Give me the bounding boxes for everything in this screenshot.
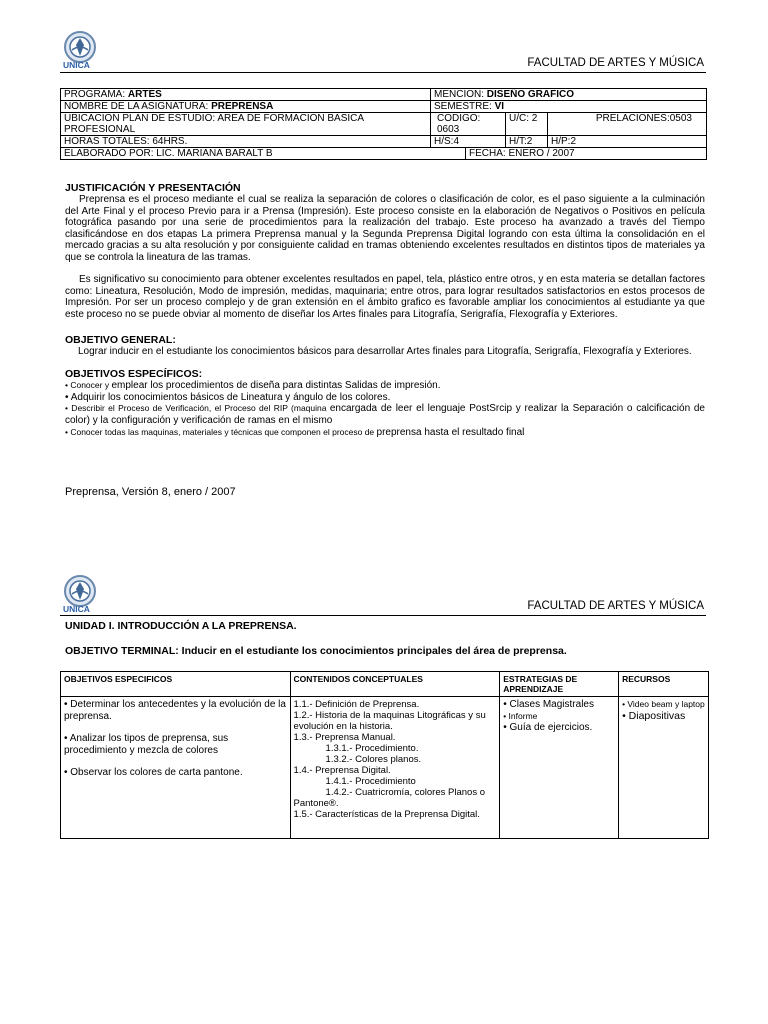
hp-cell: H/P:2 — [548, 136, 707, 148]
table-row — [61, 89, 707, 101]
unit-table — [60, 671, 709, 839]
esp3-rest: encargada de leer el lenguaje PostSrcip y realizar la Separación o calcificación de color) y la configuración y verificación de ramas en el mismo — [65, 403, 705, 426]
fecha-cell: FECHA: ENERO / 2007 — [466, 148, 707, 160]
elaborado-cell: ELABORADO POR: LIC. MARIANA BARALT B — [61, 148, 466, 160]
nombre-cell — [61, 101, 431, 113]
table-row — [61, 113, 707, 136]
list-item: • Diapositivas — [622, 709, 686, 722]
header-recursos: RECURSOS — [619, 672, 709, 697]
logo-text: UNICA — [63, 60, 90, 70]
objetivo-general-heading: OBJETIVO GENERAL: — [65, 334, 176, 346]
mencion-value: DISEÑO GRAFICO — [486, 89, 575, 100]
programa-label: PROGRAMA: — [64, 89, 128, 100]
table-row — [61, 148, 707, 160]
justificacion-paragraph-2: Es significativo su conocimiento para obtener excelentes resultados en papel, tela, plástico entre otros, y en esta materia se detallan factores como: Lineatura, Resolución, Modo de impresión, medidas, maquinaria; entre otros, para lograr resultados satisfactorios en estos procesos de Impresión. Por ser un proceso complejo y de gran extensión en el ámbito grafico es favorable ampliar los conocimientos al estudiante ya que este proceso no se puede obviar al momento de diseñar los Artes finales para Litografía, Serigrafía, Flexografía y Exteriores. — [65, 274, 705, 320]
mencion-label: MENCION: — [434, 89, 487, 100]
esp4-rest: preprensa hasta el resultado final — [376, 427, 525, 438]
programa-cell — [61, 89, 431, 101]
programa-value: ARTES — [127, 89, 162, 100]
objetivo-especifico-3 — [65, 403, 705, 426]
contenidos-cell — [290, 697, 500, 839]
esp4-start: • Conocer todas las maquinas, materiales y técnicas que componen el proceso de — [65, 427, 377, 437]
list-item: 1.3.2.- Colores planos. — [325, 754, 422, 765]
objetivo-general-text: Lograr inducir en el estudiante los conocimientos básicos para desarrollar Artes finales para Litografía, Serigrafía, Flexografía y Exteriores. — [78, 346, 692, 357]
mencion-cell — [431, 89, 707, 101]
header-rule — [60, 615, 706, 616]
esp1-start: • Conocer y — [65, 380, 112, 390]
semestre-label: SEMESTRE: — [434, 101, 495, 112]
table-row — [61, 101, 707, 113]
prelaciones-cell: PRELACIONES:0503 — [548, 113, 707, 136]
objetivos-cell — [61, 697, 291, 839]
list-item: 1.1.- Definición de Preprensa. — [293, 699, 420, 710]
codigo-cell: CODIGO: 0603 — [431, 113, 506, 136]
university-logo-icon — [62, 574, 98, 624]
list-item: • Informe — [503, 710, 538, 721]
nombre-label: NOMBRE DE LA ASIGNATURA: — [64, 101, 212, 112]
ht-cell: H/T:2 — [506, 136, 548, 148]
objetivo-especifico-4 — [65, 427, 705, 439]
list-item: 1.4.- Preprensa Digital. — [293, 765, 391, 776]
esp1-rest: emplear los procedimientos de diseña para distintas Salidas de impresión. — [111, 380, 441, 391]
logo-text: UNICA — [63, 604, 90, 614]
estrategias-cell — [500, 697, 619, 839]
horas-cell: HORAS TOTALES: 64HRS. — [61, 136, 431, 148]
objetivo-especifico-2: • Adquirir los conocimientos básicos de Lineatura y ángulo de los colores. — [65, 392, 391, 403]
header-objetivos: OBJETIVOS ESPECIFICOS — [61, 672, 291, 697]
list-item: • Analizar los tipos de preprensa, sus procedimiento y mezcla de colores — [64, 733, 229, 756]
list-item: • Guía de ejercicios. — [503, 722, 593, 733]
list-item: 1.4.1.- Procedimiento — [325, 776, 416, 787]
unidad-title: UNIDAD I. INTRODUCCIÓN A LA PREPRENSA. — [65, 620, 297, 632]
semestre-cell — [431, 101, 707, 113]
table-row — [61, 136, 707, 148]
list-item: • Observar los colores de carta pantone. — [64, 767, 243, 778]
list-item: • Clases Magistrales — [503, 699, 594, 710]
table-row — [61, 697, 709, 839]
objetivo-especifico-1 — [65, 380, 705, 392]
recursos-cell — [619, 697, 709, 839]
ubicacion-cell: UBICACION PLAN DE ESTUDIO: AREA DE FORMACION BASICA PROFESIONAL — [61, 113, 431, 136]
faculty-title: FACULTAD DE ARTES Y MÚSICA — [527, 600, 704, 612]
list-item: 1.2.- Historia de la maquinas Litográficas y su evolución en la historia. — [293, 710, 486, 732]
list-item: 1.3.1.- Procedimiento. — [325, 743, 419, 754]
esp3-start: • Describir el Proceso de Verificación, el Proceso del RIP (maquina — [65, 403, 330, 413]
header-estrategias: ESTRATEGIAS DE APRENDIZAJE — [500, 672, 619, 697]
semestre-value: VI — [494, 101, 505, 112]
uc-cell: U/C: 2 — [506, 113, 548, 136]
list-item: • Video beam y laptop — [622, 699, 705, 709]
course-info-table — [60, 88, 707, 160]
objetivos-especificos-heading: OBJETIVOS ESPECÍFICOS: — [65, 368, 203, 380]
list-item: • Determinar los antecedentes y la evolución de la preprensa. — [64, 699, 286, 722]
header-contenidos: CONTENIDOS CONCEPTUALES — [290, 672, 500, 697]
page-footer: Preprensa, Versión 8, enero / 2007 — [65, 486, 236, 498]
header-rule — [60, 72, 706, 73]
faculty-title: FACULTAD DE ARTES Y MÚSICA — [527, 57, 704, 69]
justificacion-paragraph-1: Preprensa es el proceso mediante el cual se realiza la separación de colores o clasificación de color, es el paso siguiente a la culminación del Arte Final y el proceso Previo para ir a Prensa (Impresión). Este proceso consiste en la elaboración de Negativos o Positivos en película fotográfica pasando por una serie de procedimientos para la realización del trabajo. Este proceso ha avanzado a través del Tiempo clasificándose en dos etapas La primera Preprensa manual y la Segunda Preprensa Digital logrando con esta última la consolidación en el mercado gracias a su alta resolución y por consiguiente calidad en tramas obteniendo excelentes resultados en distintos tipos de materiales ya que se controla la lineatura de las tramas. — [65, 194, 705, 263]
hs-cell: H/S:4 — [431, 136, 506, 148]
justificacion-heading: JUSTIFICACIÓN Y PRESENTACIÓN — [65, 182, 241, 194]
objetivo-terminal: OBJETIVO TERMINAL: Inducir en el estudiante los conocimientos principales del área de preprensa. — [65, 645, 567, 657]
list-item: 1.4.2.- Cuatricromía, colores Planos o Pantone®. — [293, 787, 485, 809]
list-item: 1.3.- Preprensa Manual. — [293, 732, 396, 743]
list-item: 1.5.- Características de la Preprensa Digital. — [293, 809, 480, 820]
nombre-value: PREPRENSA — [211, 101, 274, 112]
table-header-row — [61, 672, 709, 697]
